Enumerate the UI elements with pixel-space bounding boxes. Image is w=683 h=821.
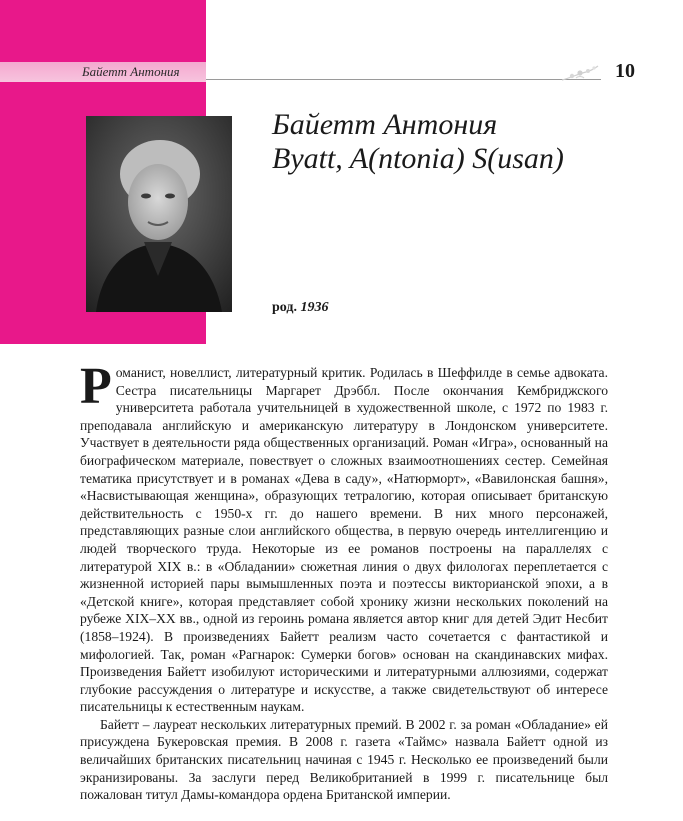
biography-paragraph bbox=[80, 358, 608, 716]
birth-date bbox=[272, 300, 328, 316]
birth-year: 1936 bbox=[300, 300, 329, 315]
page-number: 10 bbox=[615, 60, 635, 82]
running-title: Байетт Антония bbox=[82, 64, 180, 79]
floral-ornament-icon bbox=[560, 64, 600, 84]
drop-cap: Р bbox=[80, 358, 112, 415]
biography-text bbox=[80, 358, 608, 804]
author-name-en: Byatt, A(ntonia) S(usan) bbox=[272, 142, 564, 175]
author-name-ru: Байетт Антония bbox=[272, 108, 498, 141]
author-portrait bbox=[86, 116, 232, 312]
birth-label: род. bbox=[272, 300, 297, 315]
biography-paragraph: Байетт – лауреат нескольких литературных премий. В 2002 г. за роман «Обладание» ей присуждена Букеровская премия. В 2008 г. газета «Таймс» назвала Байетт одной из величайших британских писательниц начиная с 1945 г. Несколько ее произведений были экранизированы. За заслуги перед Великобританией в 1999 г. писательнице был пожалован титул Дамы-командора ордена Британской империи. bbox=[80, 716, 608, 803]
paragraph-text: оманист, новеллист, литературный критик. Родилась в Шеффилде в семье адвоката. Сестра писательницы Маргарет Дрэббл. После окончания Кембриджского университета работала учительницей в художественной школе, с 1972 по 1983 г. преподавала английскую и американскую литературу в Лондонском университете. Участвует в деятельности ряда общественных организаций. Роман «Игра», основанный на биографическом материале, повествует о сложных взаимоотношениях сестер. Семейная тематика присутствует и в романах «Дева в саду», «Натюрморт», «Вавилонская башня», «Насвистывающая женщина», образующих тетралогию, которая описывает британскую действительность с 1950-х гг. до нашего времени. В них много персонажей, представляющих разные слои английского общества, в первую очередь интеллигенцию и людей творческого труда. Некоторые из ее романов построены на параллелях с литературой XIX в.: в «Обладании» сюжетная линия о двух филологах переплетается с жизненной историей пары вымышленных поэта и поэтессы викторианской эпохи, а в «Детской книге», которая представляет собой хронику жизни нескольких поколений на рубеже XIX–XX вв., одной из героинь романа является автор книг для детей Эдит Несбит (1858–1924). В произведениях Байетт реализм часто сочетается с фантастикой и мифологией. Так, роман «Рагнарок: Сумерки богов» основан на скандинавских мифах. Произведения Байетт изобилуют историческими и литературными аллюзиями, содержат глубокие рассуждения о литературе и искусстве, а также свидетельствуют об интересе писательницы к естественным наукам. bbox=[80, 365, 608, 715]
header-rule bbox=[206, 79, 601, 80]
